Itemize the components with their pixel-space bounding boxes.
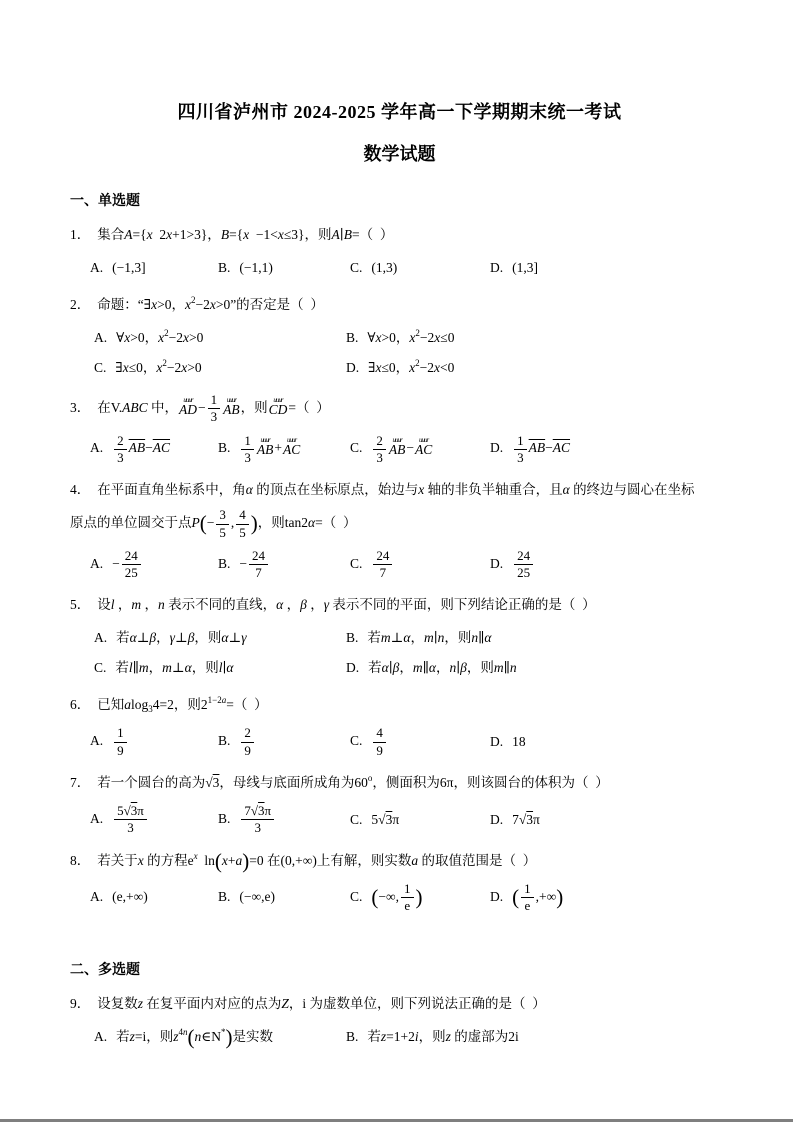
question-2-stem	[70, 293, 729, 317]
question-number: 3．	[70, 399, 91, 415]
option-d	[490, 730, 729, 754]
option-b	[218, 256, 350, 280]
option-label: C.	[350, 260, 363, 275]
option-label: C.	[350, 733, 363, 749]
option-a	[90, 256, 218, 280]
option-d	[490, 549, 729, 581]
option-label: D.	[490, 440, 504, 456]
question-3-options	[70, 434, 729, 466]
option-label: A.	[90, 889, 104, 905]
option-value: $\frac{1}{9}$	[112, 733, 129, 748]
option-value: 7√3π	[512, 811, 540, 827]
option-a	[94, 626, 346, 650]
option-value: 若z=1+2i，则z 的虚部为2i	[367, 1029, 519, 1045]
question-4-stem-line1	[70, 478, 729, 502]
option-value: $\frac{24}{7}$	[371, 556, 394, 571]
option-value: $\frac{24}{25}$	[512, 556, 535, 571]
option-value: ∀x>0，$x^2-2x>0$	[116, 328, 204, 345]
option-value: (−1,1)	[239, 260, 273, 275]
option-value: $\frac{1}{3}$ uuur AB + uuur AC	[239, 440, 301, 455]
option-value: ∃x≤0，$x^2-2x<0$	[368, 358, 455, 375]
option-a	[90, 434, 218, 466]
option-label: B.	[218, 733, 231, 749]
option-label: B.	[218, 810, 231, 826]
option-d	[490, 434, 729, 466]
option-c	[350, 434, 490, 466]
option-value: $\frac{2}{3}$ $\overline{AB}-\overline{AC}$	[112, 440, 170, 455]
question-8-options	[70, 882, 729, 914]
option-label: C.	[350, 811, 363, 827]
option-b	[346, 326, 729, 350]
option-value: 若α∣β，m∥α，n∣β，则m∥n	[368, 660, 517, 676]
option-value: 若l∥m，m⊥α，则l∣α	[115, 660, 234, 676]
option-b	[346, 1025, 729, 1049]
option-value: (−∞, $\frac{1}{e}$ )	[371, 880, 423, 913]
question-6-stem	[70, 693, 729, 717]
option-label: A.	[94, 330, 108, 345]
section-heading-multi-choice: 二、多选题	[70, 963, 140, 979]
question-text: 在V.ABC 中， uuur AD − $\frac{1}{3}$ uuur AB ，则 uuur CD =（ ）	[97, 392, 330, 425]
option-label: D.	[346, 360, 360, 375]
option-c	[350, 808, 490, 832]
question-5	[70, 593, 729, 680]
question-8-stem	[70, 849, 729, 873]
option-value: $\frac{2}{3}$ uuur AB − uuur AC	[371, 440, 433, 455]
question-text: 在平面直角坐标系中，角α 的顶点在坐标原点，始边与x 轴的非负半轴重合，且α 的终边与圆心在坐标	[97, 482, 695, 498]
question-3	[70, 393, 729, 465]
exam-subtitle: 数学试题	[363, 144, 436, 164]
option-label: D.	[490, 811, 504, 827]
question-7-options	[70, 804, 729, 836]
option-value: 5√3π	[371, 811, 400, 827]
question-7	[70, 771, 729, 836]
question-6	[70, 693, 729, 758]
option-b	[218, 804, 350, 836]
question-7-stem	[70, 771, 729, 795]
option-value: (e,+∞)	[112, 889, 148, 905]
option-label: B.	[218, 440, 231, 456]
option-c	[350, 726, 490, 758]
section-heading-single-choice: 一、单选题	[70, 194, 140, 209]
option-label: B.	[218, 260, 231, 275]
question-1-options	[70, 256, 729, 280]
option-label: A.	[90, 733, 104, 749]
option-value: ∃x≤0，$x^2-2x>0$	[115, 358, 202, 375]
option-value: ∀x>0，$x^2-2x\le 0$	[367, 328, 455, 345]
option-label: C.	[94, 360, 107, 375]
option-value: 若z=i，则$z^{4n}(n\in N^*)$是实数	[116, 1025, 274, 1050]
option-value: (−∞,e)	[239, 889, 275, 905]
option-a	[90, 726, 218, 758]
question-text: 若关于x 的方程$e^x$ ln(x+a)=0 在(0,+∞)上有解，则实数a 的取值范围是（ ）	[97, 848, 537, 873]
question-1	[70, 223, 729, 280]
option-label: A.	[90, 555, 104, 571]
option-value: $\frac{1}{3}$ $\overline{AB}-\overline{AC}$	[512, 440, 570, 455]
option-label: B.	[346, 1029, 359, 1045]
option-value: (1,3]	[512, 260, 538, 275]
option-c	[94, 656, 346, 680]
question-text: 命题：“∃x>0，$x^2-2x>0$”的否定是（ ）	[97, 295, 324, 312]
question-number: 5．	[70, 597, 91, 613]
question-number: 9．	[70, 996, 91, 1012]
question-2-options-row2	[70, 356, 729, 380]
option-b	[218, 885, 350, 909]
question-4-stem-line2	[70, 508, 729, 540]
option-label: D.	[490, 555, 504, 571]
option-label: D.	[490, 734, 504, 750]
option-c	[94, 356, 346, 380]
option-value: $\frac{4}{9}$	[371, 733, 388, 748]
question-text: 原点的单位圆交于点P(− $\frac{3}{5}$ , $\frac{4}{5}$ )，则tan2α=（ ）	[70, 507, 357, 540]
question-4	[70, 478, 729, 580]
question-9-stem	[70, 992, 729, 1016]
question-8	[70, 849, 729, 914]
option-b	[346, 626, 729, 650]
question-6-options	[70, 726, 729, 758]
option-label: B.	[346, 330, 359, 345]
option-value: − $\frac{24}{7}$	[239, 556, 270, 571]
exam-content	[0, 98, 793, 1049]
option-a	[90, 885, 218, 909]
option-d	[346, 356, 729, 380]
question-9-options	[70, 1025, 729, 1049]
option-value: 若α⊥β，γ⊥β，则α⊥γ	[116, 630, 247, 646]
option-b	[218, 726, 350, 758]
question-5-options-row2	[70, 656, 729, 680]
question-number: 8．	[70, 852, 91, 868]
option-label: A.	[94, 630, 108, 646]
option-value: $\frac{7√3\pi}{3}$	[239, 811, 276, 826]
option-d	[490, 808, 729, 832]
option-label: C.	[350, 888, 363, 904]
option-value: − $\frac{24}{25}$	[112, 556, 143, 571]
option-a	[90, 549, 218, 581]
question-4-options	[70, 549, 729, 581]
option-label: C.	[350, 440, 363, 456]
option-label: A.	[90, 810, 104, 826]
question-text: 已知alog$_3$4=2，则$2^{1-2a}=$（ ）	[97, 695, 268, 715]
option-d	[346, 656, 729, 680]
question-number: 6．	[70, 697, 91, 713]
option-label: B.	[218, 555, 231, 571]
question-number: 2．	[70, 297, 91, 312]
question-number: 4．	[70, 482, 91, 498]
question-text: 设l ，m ，n 表示不同的直线，α ，β ，γ 表示不同的平面，则下列结论正确的是（ ）	[97, 597, 596, 613]
option-value: $\frac{5√3\pi}{3}$	[112, 811, 149, 826]
option-label: A.	[94, 1029, 108, 1045]
option-label: C.	[94, 660, 107, 676]
option-value: 18	[512, 734, 526, 750]
question-text: 设复数z 在复平面内对应的点为Z，i 为虚数单位，则下列说法正确的是（ ）	[97, 996, 546, 1012]
question-text: 若一个圆台的高为√3，母线与底面所成角为60$^o$，侧面积为6π，则该圆台的体积为（ ）	[97, 773, 609, 791]
question-number: 1．	[70, 227, 91, 242]
option-value: $\frac{2}{9}$	[239, 733, 256, 748]
option-label: A.	[90, 260, 104, 275]
question-9	[70, 992, 729, 1049]
option-d	[490, 256, 729, 280]
option-label: D.	[490, 260, 504, 275]
option-c	[350, 549, 490, 581]
option-value: ( $\frac{1}{e}$ ,+∞)	[512, 880, 564, 913]
option-value: (1,3)	[371, 260, 398, 275]
option-a	[90, 804, 218, 836]
option-label: A.	[90, 440, 104, 456]
exam-title: 四川省泸州市 2024-2025 学年高一下学期期末统一考试	[177, 102, 622, 122]
option-b	[218, 549, 350, 581]
option-a	[94, 326, 346, 350]
option-label: C.	[350, 555, 363, 571]
question-number: 7．	[70, 775, 91, 791]
option-label: D.	[346, 660, 360, 676]
option-b	[218, 434, 350, 466]
question-text: 集合A={x 2x+1>3}，B={x −1<x≤3}，则A∣B=（ ）	[97, 227, 394, 242]
option-label: B.	[218, 889, 231, 905]
option-label: D.	[490, 888, 504, 904]
option-value: (−1,3]	[112, 260, 146, 275]
option-label: B.	[346, 630, 359, 646]
question-3-stem	[70, 393, 729, 425]
option-c	[350, 882, 490, 914]
option-a	[94, 1025, 346, 1049]
question-1-stem	[70, 223, 729, 247]
option-value: 若m⊥α，m∣n，则n∥α	[367, 630, 492, 646]
option-d	[490, 882, 729, 914]
question-5-options-row1	[70, 626, 729, 650]
question-5-stem	[70, 593, 729, 617]
question-2-options-row1	[70, 326, 729, 350]
option-c	[350, 256, 490, 280]
question-2	[70, 293, 729, 380]
